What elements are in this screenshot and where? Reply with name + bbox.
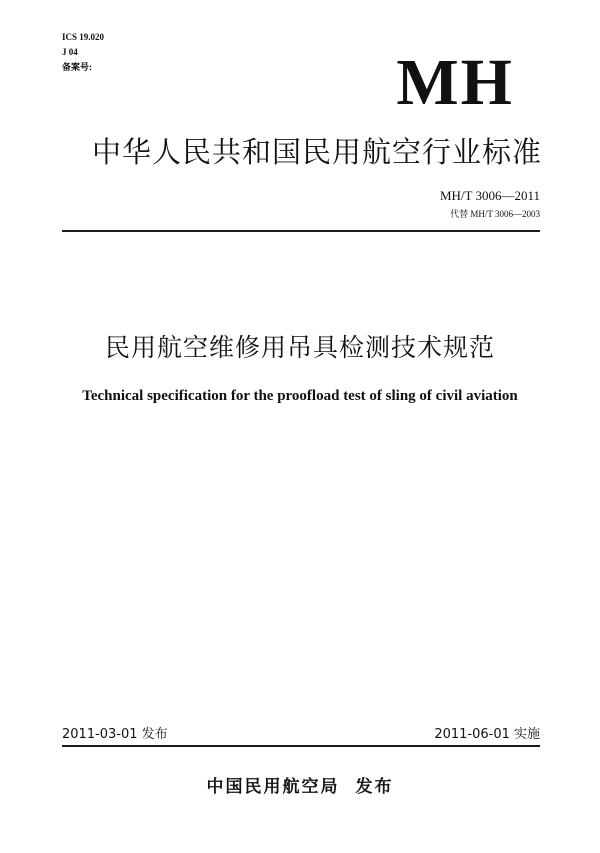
replaces-standard: 代替 MH/T 3006—2003 — [450, 209, 540, 219]
footer-divider — [62, 745, 540, 747]
document-title-english: Technical specification for the proofload test of sling of civil aviation — [82, 388, 518, 404]
ics-code: ICS 19.020 — [62, 32, 105, 42]
implementation-date: 2011-06-01 实施 — [434, 727, 540, 742]
issue-action: 发布 — [355, 777, 394, 797]
header-divider — [62, 230, 540, 232]
ccs-code: J 04 — [62, 47, 78, 57]
publisher-line — [0, 777, 600, 797]
document-title-chinese: 民用航空维修用吊具检测技术规范 — [104, 333, 495, 362]
issue-date: 2011-03-01 发布 — [62, 727, 168, 742]
standard-category: 中华人民共和国民用航空行业标准 — [92, 135, 543, 169]
filing-number-label: 备案号: — [62, 62, 92, 72]
standard-number: MH/T 3006—2011 — [439, 188, 540, 203]
classification-block — [62, 30, 104, 75]
mh-logo: MH — [396, 46, 514, 119]
issuing-authority: 中国民用航空局 — [206, 777, 340, 797]
